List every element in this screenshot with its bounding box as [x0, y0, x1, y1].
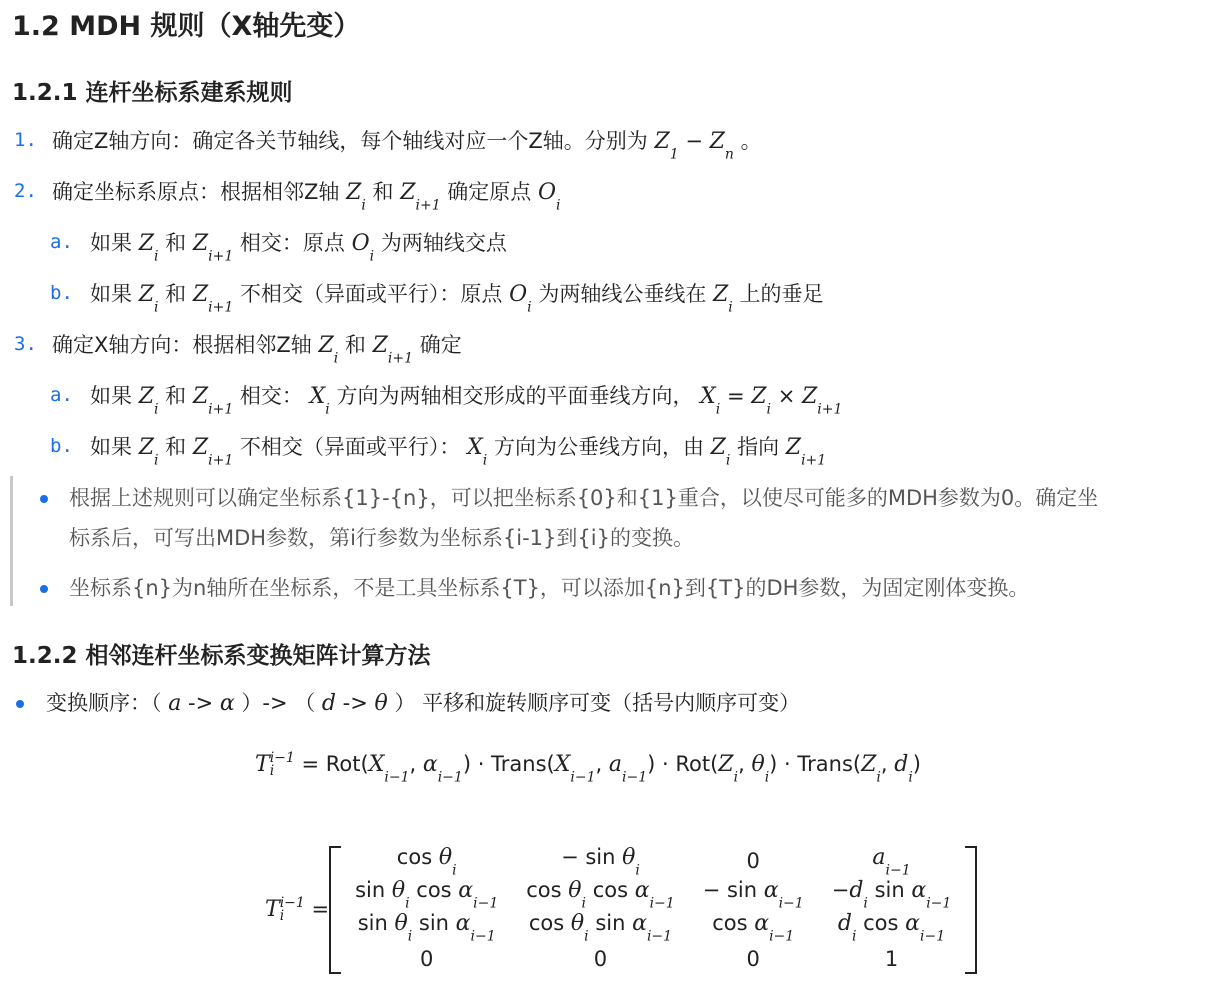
subscript: i: [728, 299, 733, 316]
text: 确定原点: [440, 180, 538, 204]
list-item: [90, 228, 507, 264]
math-variable: $\alpha_{i-1}$: [911, 877, 952, 912]
math-variable: $Z_i$: [718, 752, 739, 786]
list-marker: 2.: [14, 180, 37, 202]
matrix-row: [341, 911, 965, 944]
text: ) · Trans(: [462, 752, 555, 776]
subscript: i: [725, 452, 731, 469]
text: ->: [181, 691, 220, 715]
subscript: n: [724, 146, 734, 163]
math-variable: $\theta_i$: [394, 910, 413, 945]
math-variable: $Z_i$: [713, 282, 733, 316]
matrix-row: [341, 878, 965, 911]
subscript: i−1: [622, 769, 648, 786]
math-variable: $Z_{i+1}$: [372, 333, 414, 367]
matrix-cell: [818, 845, 966, 878]
script: [635, 850, 640, 879]
math-variable: $Z_i$: [861, 752, 881, 786]
text: cos: [396, 845, 439, 869]
matrix-cell: [818, 911, 966, 944]
math-variable: $Z_{i+1}$: [801, 384, 843, 418]
subscript: i−1: [769, 928, 795, 945]
math-variable: $O_i$: [351, 231, 375, 265]
transform-matrix: [265, 845, 977, 974]
text: cos: [526, 877, 569, 902]
script: [556, 185, 561, 214]
superscript: i−1: [279, 894, 305, 911]
script: [279, 894, 305, 924]
math-variable: $\theta_i$: [438, 845, 457, 879]
math-variable: $\alpha_{i-1}$: [422, 752, 463, 786]
matrix-cell: [689, 878, 818, 911]
transform-formula: [255, 752, 921, 785]
subscript: i+1: [208, 401, 234, 418]
left-bracket: [329, 846, 341, 974]
text: 如果: [90, 435, 139, 459]
math-variable: θ: [374, 691, 388, 716]
subscript: i+1: [208, 452, 234, 469]
subscript: i−1: [570, 769, 596, 786]
subscript: i: [333, 350, 339, 367]
script: [270, 752, 295, 778]
subscript: i: [279, 907, 285, 924]
matrix-cell: [341, 845, 512, 878]
subscript: i: [908, 769, 913, 786]
math-variable: $a_{i-1}$: [872, 845, 911, 879]
subscript: i+1: [208, 299, 234, 316]
list-item: [90, 279, 823, 315]
text: 确定Z轴方向：确定各关节轴线，每个轴线对应一个Z轴。分别为: [52, 129, 655, 153]
math-variable: a: [168, 691, 182, 716]
list-item: [90, 432, 826, 468]
subscript: i−1: [920, 928, 946, 945]
text: 变换顺序：（: [46, 691, 169, 715]
math-variable: $Z_i$: [751, 384, 772, 418]
subscript: i+1: [208, 248, 234, 265]
text: sin: [357, 910, 395, 935]
math-variable: $Z_{i+1}$: [192, 282, 234, 316]
subscript: i: [153, 401, 159, 418]
subscript: i: [153, 299, 159, 316]
script: [724, 134, 734, 163]
math-variable: $X_i$: [467, 435, 488, 469]
subscript: i: [452, 862, 457, 879]
math-variable: $Z_i$: [138, 384, 159, 418]
matrix-cell: [341, 943, 512, 974]
math-variable: $Z_i$: [138, 231, 159, 265]
math-variable: $Z_i$: [346, 180, 366, 214]
subscript: i: [581, 895, 587, 912]
text: sin: [412, 910, 456, 935]
subscript: i: [527, 299, 532, 316]
text: cos: [712, 910, 755, 935]
math-variable: $\theta_i$: [391, 877, 410, 912]
list-marker: 3.: [14, 333, 37, 355]
text: 0: [746, 849, 760, 874]
text: 1: [884, 946, 899, 971]
list-item: [90, 381, 842, 417]
text: ,: [409, 752, 423, 776]
text: 确定X轴方向：根据相邻Z轴: [52, 333, 319, 357]
text: − sin: [561, 845, 623, 869]
math-variable: $Z_{i+1}$: [400, 180, 441, 214]
subscript: i: [269, 763, 275, 779]
math-variable: $\theta_i$: [751, 752, 770, 786]
matrix-body: [341, 845, 965, 974]
text: 不相交（异面或平行）：: [233, 435, 468, 459]
math-variable: $Z_n$: [709, 129, 734, 163]
matrix-cell: [689, 911, 818, 944]
text: −: [678, 129, 710, 153]
subscript: i: [482, 452, 488, 469]
list-item: [52, 330, 462, 366]
subscript: i+1: [387, 350, 414, 367]
subscript: i+1: [801, 452, 827, 469]
math-variable: $Z_{i+1}$: [192, 435, 234, 469]
text: ）-> （: [234, 691, 322, 715]
subscript: i−1: [885, 862, 911, 879]
subscript: i: [153, 248, 159, 265]
text: 相交：原点: [233, 231, 352, 255]
math-variable: $X_{i-1}$: [554, 752, 596, 786]
text: 和: [365, 180, 401, 204]
subscript: i−1: [646, 928, 673, 945]
text: 和: [338, 333, 373, 357]
subscript: i: [584, 928, 589, 945]
text: ): [912, 752, 921, 776]
subsection-heading-2: 1.2.2 相邻连杆坐标系变换矩阵计算方法: [12, 643, 431, 669]
subscript: i: [863, 895, 868, 912]
text: 和: [158, 435, 193, 459]
text: =: [720, 384, 752, 408]
math-variable: $Z_{i+1}$: [785, 435, 827, 469]
matrix-cell: [512, 943, 688, 974]
subscript: i: [556, 197, 561, 214]
subscript: i−1: [926, 895, 952, 912]
math-variable: $\theta_i$: [568, 877, 587, 912]
math-variable: $\theta_i$: [570, 910, 589, 945]
math-variable: $X_i$: [309, 384, 330, 418]
text: cos: [586, 877, 635, 902]
text: ,: [880, 752, 895, 776]
text: ) · Trans(: [769, 752, 862, 776]
math-variable: $X_{i-1}$: [368, 752, 410, 786]
math-variable: $d_i$: [837, 910, 857, 945]
subscript: 1: [669, 146, 679, 163]
text: ,: [738, 752, 752, 776]
math-variable: α: [219, 691, 235, 716]
text: =: [304, 896, 330, 921]
subscript: i: [851, 928, 857, 945]
subscript: i: [876, 769, 881, 786]
subscript: i−1: [437, 769, 463, 786]
math-variable: $\alpha_{i-1}$: [754, 910, 795, 945]
list-item: [52, 126, 762, 162]
list-marker: b.: [50, 282, 73, 304]
text: ,: [595, 752, 609, 776]
math-variable: $a_{i-1}$: [608, 752, 648, 786]
math-variable: T i−1 i: [265, 894, 305, 924]
matrix-cell: [341, 878, 512, 911]
math-variable: $Z_1$: [654, 129, 679, 163]
math-variable: $X_i$: [700, 384, 721, 418]
matrix-cell: [818, 878, 966, 911]
right-bracket: [965, 846, 977, 974]
text: sin: [588, 910, 633, 935]
math-variable: $\alpha_{i-1}$: [763, 877, 804, 912]
matrix-cell: [512, 878, 688, 911]
text: 0: [593, 946, 608, 971]
text: ） 平移和旋转顺序可变（括号内顺序可变）: [387, 691, 801, 715]
math-variable: $\alpha_{i-1}$: [905, 910, 946, 945]
text: ×: [771, 384, 802, 408]
subscript: i+1: [817, 401, 843, 418]
text: cos: [528, 910, 571, 935]
math-variable: $\alpha_{i-1}$: [632, 910, 673, 945]
math-variable: $Z_{i+1}$: [192, 384, 234, 418]
matrix-row: [341, 845, 965, 878]
bullet-dot-icon: [16, 700, 24, 708]
transform-order-item: [46, 688, 800, 719]
text: 如果: [90, 231, 139, 255]
math-variable: $Z_{i+1}$: [192, 231, 234, 265]
subscript: i: [325, 401, 330, 418]
text: sin: [867, 877, 912, 902]
math-variable: $O_i$: [509, 282, 532, 316]
text: 0: [419, 946, 434, 971]
subscript: i: [715, 401, 721, 418]
list-item: [52, 177, 561, 213]
superscript: i−1: [269, 750, 295, 766]
math-variable: $Z_i$: [138, 282, 159, 316]
text: 如果: [90, 282, 139, 306]
subscript: i+1: [415, 197, 441, 214]
quote-line: 根据上述规则可以确定坐标系{1}-{n}，可以把坐标系{0}和{1}重合，以使尽可能多的MDH参数为0。确定坐: [69, 486, 1099, 510]
text: 为两轴线公垂线在: [531, 282, 713, 306]
math-variable: $\alpha_{i-1}$: [634, 877, 675, 912]
text: 为两轴线交点: [374, 231, 507, 255]
text: 0: [746, 946, 760, 971]
bullet-dot-icon: [40, 585, 48, 593]
quote-line: 坐标系{n}为n轴所在坐标系，不是工具坐标系{T}，可以添加{n}到{T}的DH参数，为固定刚体变换。: [69, 576, 1030, 600]
text: 确定坐标系原点：根据相邻Z轴: [52, 180, 347, 204]
matrix-cell: [689, 845, 818, 878]
math-variable: $d_i$: [849, 877, 868, 912]
subscript: i: [369, 248, 375, 265]
text: cos: [409, 877, 459, 902]
text: ) · Rot(: [647, 752, 719, 776]
list-marker: a.: [50, 384, 73, 406]
text: 方向为公垂线方向，由: [487, 435, 711, 459]
list-marker: 1.: [14, 129, 37, 151]
subscript: i: [153, 452, 159, 469]
math-variable: $\alpha_{i-1}$: [455, 910, 496, 945]
matrix-cell: [512, 911, 688, 944]
math-variable: $Z_i$: [138, 435, 159, 469]
text: cos: [856, 910, 906, 935]
text: 和: [158, 282, 193, 306]
quote-line: 标系后，可写出MDH参数，第i行参数为坐标系{i-1}到{i}的变换。: [69, 526, 694, 550]
subscript: i: [635, 862, 640, 879]
text: 方向为两轴相交形成的平面垂线方向，: [329, 384, 701, 408]
bullet-dot-icon: [40, 495, 48, 503]
list-marker: b.: [50, 435, 73, 457]
text: − sin: [702, 877, 764, 902]
subscript: i: [405, 895, 410, 912]
subscript: i−1: [384, 769, 410, 786]
matrix-cell: [341, 911, 512, 944]
math-variable: $\alpha_{i-1}$: [458, 877, 499, 912]
math-variable: $Z_i$: [318, 333, 339, 367]
text: ->: [336, 691, 375, 715]
subscript: i−1: [778, 895, 804, 912]
subsection-heading-1: 1.2.1 连杆坐标系建系规则: [12, 80, 293, 106]
text: 和: [158, 231, 193, 255]
blockquote: [10, 476, 1223, 606]
matrix-row: [341, 943, 965, 974]
section-heading: 1.2 MDH 规则（X轴先变）: [12, 11, 361, 42]
text: −: [831, 877, 850, 902]
subscript: i: [766, 401, 772, 418]
subscript: i−1: [473, 895, 499, 912]
subscript: i−1: [470, 928, 496, 945]
math-variable: $d_i$: [894, 752, 913, 786]
text: 和: [158, 384, 193, 408]
matrix-cell: [689, 943, 818, 974]
text: 相交：: [233, 384, 310, 408]
math-variable: d: [321, 691, 336, 716]
text: 上的垂足: [732, 282, 824, 306]
script: [452, 850, 457, 879]
math-variable: $\theta_i$: [622, 845, 640, 879]
text: 不相交（异面或平行）：原点: [233, 282, 510, 306]
subscript: i: [407, 928, 413, 945]
math-variable: $Z_i$: [710, 435, 731, 469]
text: sin: [355, 877, 392, 902]
subscript: i: [733, 769, 739, 786]
math-variable: $O_i$: [537, 180, 561, 214]
matrix-lhs: [265, 894, 330, 924]
math-variable: T i−1 i: [255, 750, 295, 779]
text: 确定: [413, 333, 462, 357]
text: = Rot(: [294, 752, 369, 776]
matrix-cell: [512, 845, 688, 878]
matrix-cell: [818, 943, 966, 974]
text: 指向: [730, 435, 786, 459]
subscript: i: [361, 197, 366, 214]
subscript: i−1: [649, 895, 675, 912]
subscript: i: [764, 769, 770, 786]
text: 如果: [90, 384, 139, 408]
text: 。: [733, 129, 762, 153]
list-marker: a.: [50, 231, 73, 253]
script: [669, 134, 679, 163]
